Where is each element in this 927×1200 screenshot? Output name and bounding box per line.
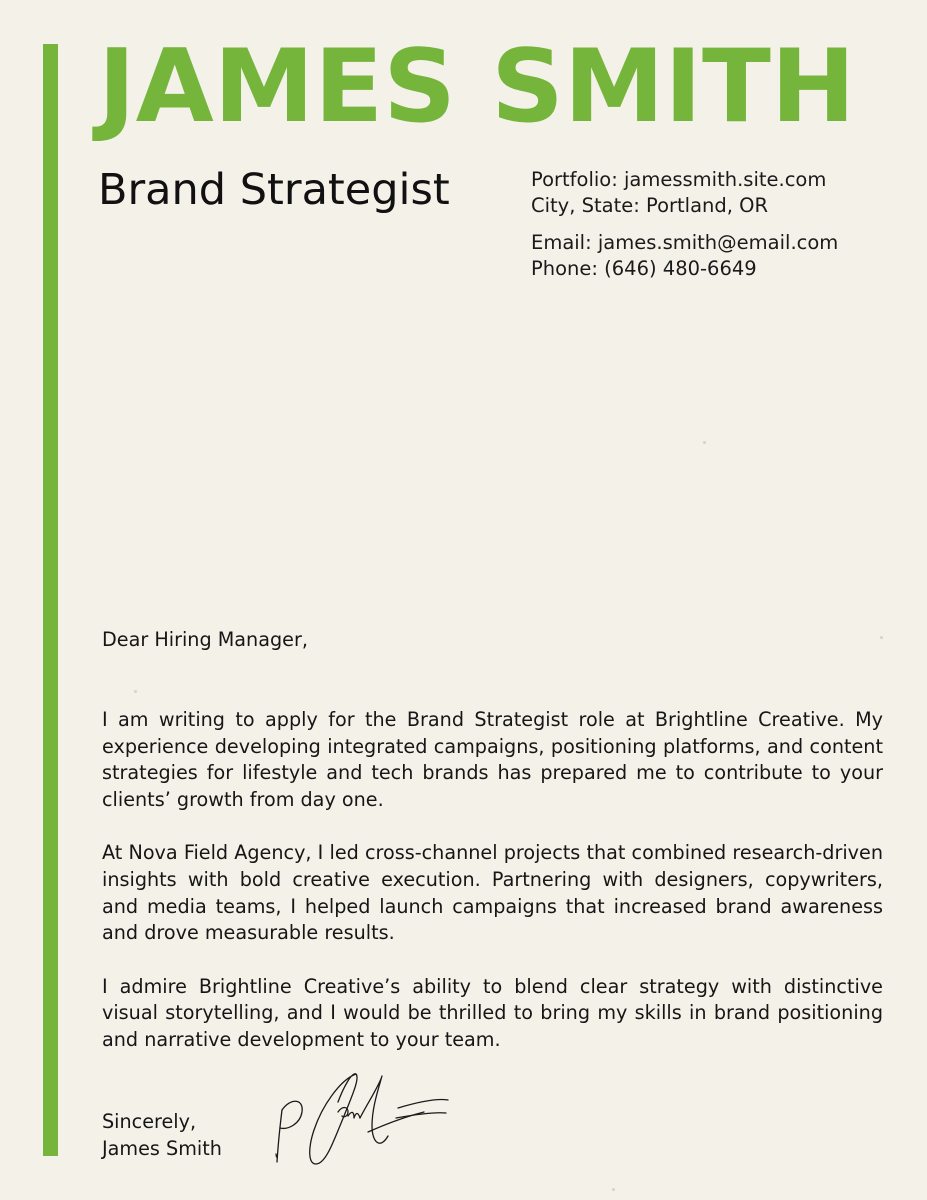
phone-line: Phone: (646) 480-6649 [531,257,757,280]
applicant-name: JAMES SMITH [98,27,856,145]
paper-texture-speck [134,690,137,693]
closing-word: Sincerely, [102,1110,197,1133]
paper-texture-speck [703,441,706,444]
letter-greeting: Dear Hiring Manager, [102,628,308,651]
letter-paragraph: At Nova Field Agency, I led cross-channel projects that combined research-driven insights with bold creative execution. Partnering with designers, copywriters, and media teams, I helped launch campaigns that increased brand awareness and drove measurable results. [102,841,883,945]
signer-name: James Smith [102,1137,222,1160]
contact-spacer [531,219,838,230]
portfolio-line: Portfolio: jamessmith.site.com [531,168,827,191]
paper-texture-speck [612,1188,615,1191]
accent-bar [43,44,58,1156]
letter-paragraph: I am writing to apply for the Brand Strategist role at Brightline Creative. My experience developing integrated campaigns, positioning platforms, and content strategies for lifestyle and tech brands has prepared me to contribute to your clients’ growth from day one. [102,708,883,812]
letter-paragraph: I admire Brightline Creative’s ability to blend clear strategy with distinctive visual storytelling, and I would be thrilled to bring my skills in brand positioning and narrative development to your team. [102,974,883,1052]
city-state-line: City, State: Portland, OR [531,194,769,217]
job-title: Brand Strategist [98,165,450,215]
handwritten-signature [268,1066,453,1171]
letter-body [102,707,883,1054]
contact-block [531,167,838,282]
email-line: Email: james.smith@email.com [531,231,839,254]
letter-closing [102,1108,222,1162]
